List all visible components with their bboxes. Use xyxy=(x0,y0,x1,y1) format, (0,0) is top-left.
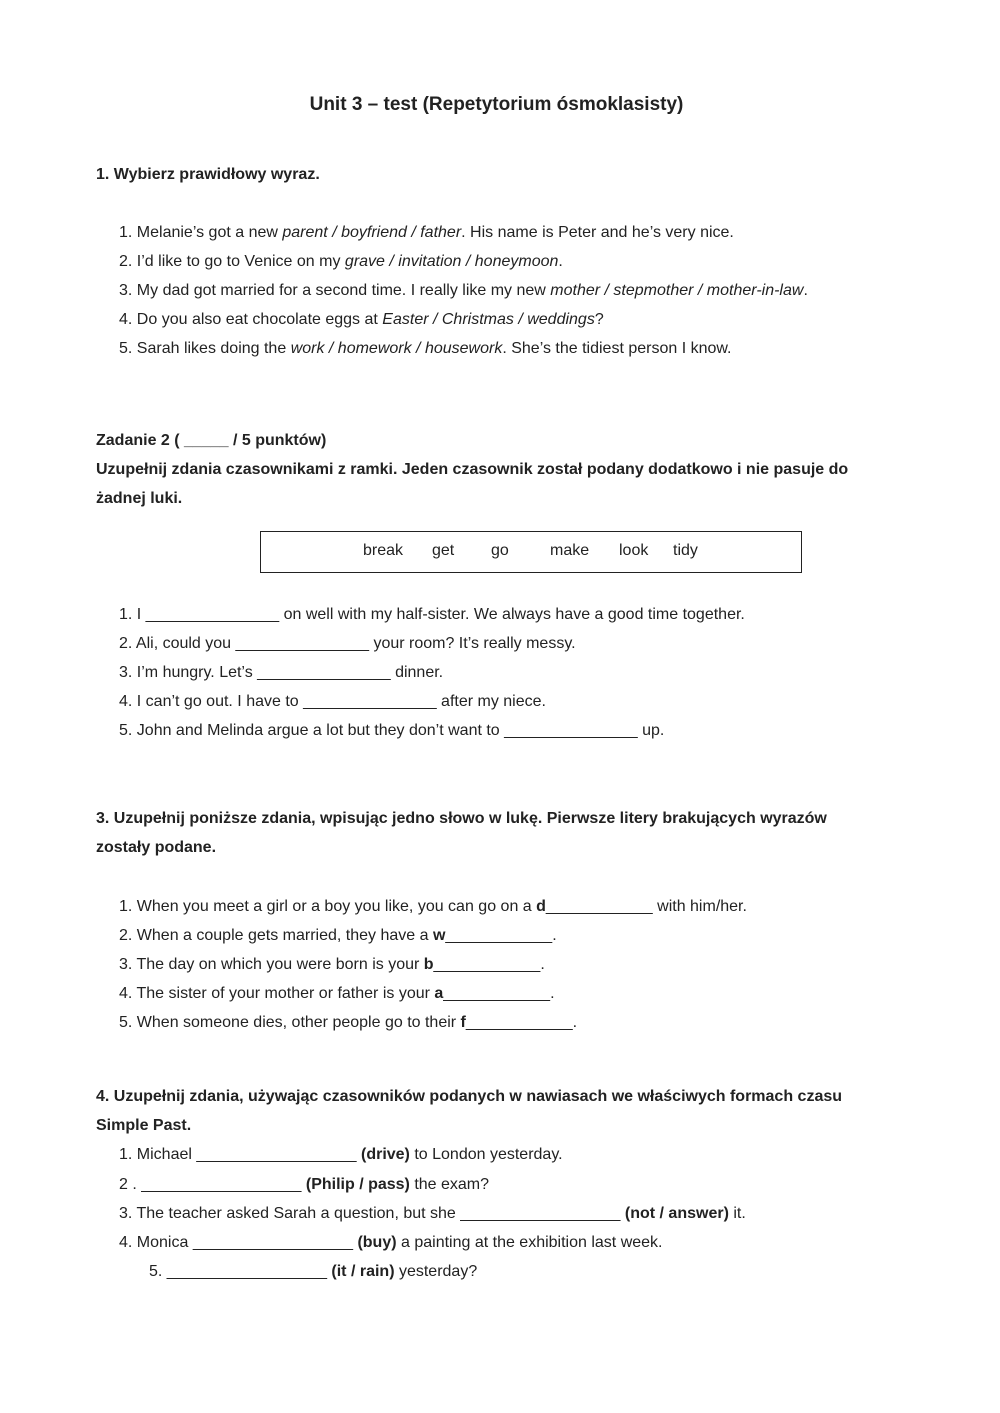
word-box-item: go xyxy=(491,542,509,559)
item-options: Easter / Christmas / weddings xyxy=(382,311,595,328)
task2-heading: Zadanie 2 ( _____ / 5 punktów) xyxy=(96,432,327,449)
task2-item: 3. I’m hungry. Let’s _______________ dinner. xyxy=(119,664,444,681)
item-text: I’d like to go to Venice on my xyxy=(136,253,341,270)
task3-heading: zostały podane. xyxy=(96,839,217,856)
task3-heading: 3. Uzupełnij poniższe zdania, wpisując jedno słowo w lukę. Pierwsze litery brakujących wyrazów xyxy=(96,810,827,827)
task3-item xyxy=(119,1014,577,1032)
task3-item xyxy=(119,985,555,1003)
item-text: 4. Monica __________________ xyxy=(119,1234,358,1251)
first-letter: b xyxy=(423,956,434,973)
word-box-item: look xyxy=(619,542,649,559)
item-text: ____________. xyxy=(445,927,557,944)
task4-item xyxy=(119,1205,746,1223)
item-text: ____________ with him/her. xyxy=(545,898,747,915)
task4-heading: 4. Uzupełnij zdania, używając czasowników podanych w nawiasach we właściwych formach czasu xyxy=(96,1088,843,1105)
task1-item xyxy=(119,311,604,329)
item-text: ? xyxy=(594,311,604,328)
task4-item xyxy=(119,1234,663,1252)
task1-item xyxy=(119,253,563,271)
item-text: 1. Michael __________________ xyxy=(119,1146,361,1163)
item-text: 5. __________________ xyxy=(149,1263,332,1280)
item-options: grave / invitation / honeymoon xyxy=(344,253,559,270)
item-text: 4. The sister of your mother or father is your xyxy=(119,985,435,1002)
item-options: mother / stepmother / mother-in-law xyxy=(550,282,804,299)
item-text: 2. When a couple gets married, they have a xyxy=(119,927,433,944)
word-box xyxy=(260,531,802,573)
task2-item: 5. John and Melinda argue a lot but they don’t want to _______________ up. xyxy=(119,722,665,739)
task4-item xyxy=(119,1176,489,1194)
task3-item xyxy=(119,927,557,945)
task2-item: 2. Ali, could you _______________ your room? It’s really messy. xyxy=(119,635,576,652)
item-text: 3. The day on which you were born is your xyxy=(119,956,424,973)
first-letter: f xyxy=(460,1014,466,1031)
task1-item xyxy=(119,340,732,358)
item-number: 3. xyxy=(119,282,133,299)
item-number: 5. xyxy=(119,340,133,357)
item-text: . She’s the tidiest person I know. xyxy=(502,340,732,357)
first-letter: w xyxy=(432,927,446,944)
verb-hint: (drive) xyxy=(360,1146,410,1163)
item-text: a painting at the exhibition last week. xyxy=(396,1234,663,1251)
item-number: 1. xyxy=(119,224,133,241)
item-text: it. xyxy=(728,1205,746,1222)
item-text: the exam? xyxy=(409,1176,490,1193)
item-text: yesterday? xyxy=(394,1263,478,1280)
word-box-item: make xyxy=(550,542,590,559)
item-text: ____________. xyxy=(433,956,545,973)
item-text: 3. The teacher asked Sarah a question, but she __________________ xyxy=(119,1205,625,1222)
page-title: Unit 3 – test (Repetytorium ósmoklasisty) xyxy=(309,94,684,115)
first-letter: a xyxy=(434,985,444,1002)
task2-instruction: Uzupełnij zdania czasownikami z ramki. Jeden czasownik został podany dodatkowo i nie pasuje do xyxy=(96,461,849,478)
item-text: to London yesterday. xyxy=(409,1146,563,1163)
task3-item xyxy=(119,956,545,974)
verb-hint: (Philip / pass) xyxy=(305,1176,410,1193)
item-text: Do you also eat chocolate eggs at xyxy=(136,311,378,328)
task4-item xyxy=(119,1146,563,1164)
task2-instruction: żadnej luki. xyxy=(96,490,183,507)
item-text: . xyxy=(803,282,808,299)
task1-item xyxy=(119,224,734,242)
item-options: parent / boyfriend / father xyxy=(282,224,462,241)
item-text: . xyxy=(558,253,563,270)
task1-item xyxy=(119,282,808,300)
verb-hint: (buy) xyxy=(357,1234,397,1251)
item-text: Sarah likes doing the xyxy=(136,340,287,357)
item-text: My dad got married for a second time. I really like my new xyxy=(136,282,546,299)
item-text: ____________. xyxy=(465,1014,578,1031)
item-text: . His name is Peter and he’s very nice. xyxy=(461,224,734,241)
item-text: 1. When you meet a girl or a boy you like, you can go on a xyxy=(119,898,537,915)
item-text: ____________. xyxy=(443,985,555,1002)
task2-item: 4. I can’t go out. I have to _______________ after my niece. xyxy=(119,693,546,710)
verb-hint: (not / answer) xyxy=(624,1205,729,1222)
item-text: 5. When someone dies, other people go to their xyxy=(119,1014,461,1031)
task4-item xyxy=(149,1263,477,1281)
task1-heading: 1. Wybierz prawidłowy wyraz. xyxy=(96,166,320,183)
task4-heading: Simple Past. xyxy=(96,1117,192,1134)
item-options: work / homework / housework xyxy=(290,340,503,357)
word-box-item: break xyxy=(363,542,404,559)
task2-item: 1. I _______________ on well with my half-sister. We always have a good time together. xyxy=(119,606,745,623)
word-box-item: get xyxy=(432,542,455,559)
item-text: 2 . __________________ xyxy=(119,1176,306,1193)
verb-hint: (it / rain) xyxy=(331,1263,395,1280)
first-letter: d xyxy=(536,898,546,915)
item-text: Melanie’s got a new xyxy=(136,224,278,241)
item-number: 2. xyxy=(119,253,133,270)
item-number: 4. xyxy=(119,311,133,328)
word-box-item: tidy xyxy=(673,542,698,559)
task3-item xyxy=(119,898,747,916)
